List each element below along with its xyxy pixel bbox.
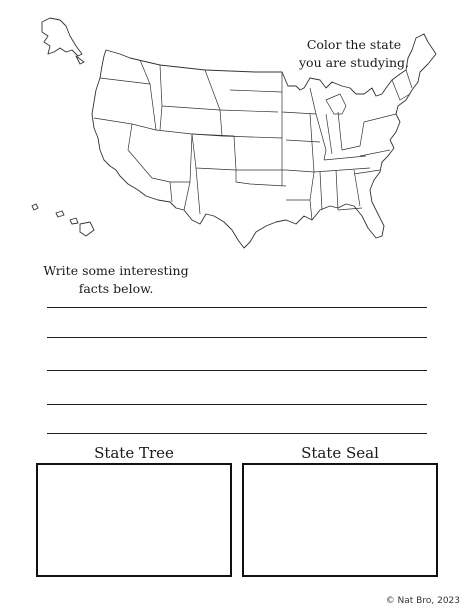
facts-instruction: [40, 262, 192, 298]
facts-instruction-line1: Write some interesting: [43, 263, 189, 278]
state-seal-box[interactable]: [242, 463, 438, 577]
color-instruction: [296, 36, 412, 72]
alaska-shape[interactable]: [42, 18, 84, 64]
writing-line-3[interactable]: [47, 370, 427, 371]
state-tree-box[interactable]: [36, 463, 232, 577]
copyright-text: © Nat Bro, 2023: [385, 596, 460, 606]
writing-line-2[interactable]: [47, 337, 427, 338]
writing-line-1[interactable]: [47, 307, 427, 308]
state-borders: [94, 60, 412, 220]
color-instruction-line2: you are studying.: [299, 55, 409, 70]
color-instruction-line1: Color the state: [306, 37, 402, 52]
writing-line-5[interactable]: [47, 433, 427, 434]
state-seal-label: State Seal: [301, 444, 379, 462]
writing-line-4[interactable]: [47, 404, 427, 405]
state-tree-label: State Tree: [94, 444, 174, 462]
facts-instruction-line2: facts below.: [78, 281, 154, 296]
hawaii-shape[interactable]: [32, 204, 94, 236]
